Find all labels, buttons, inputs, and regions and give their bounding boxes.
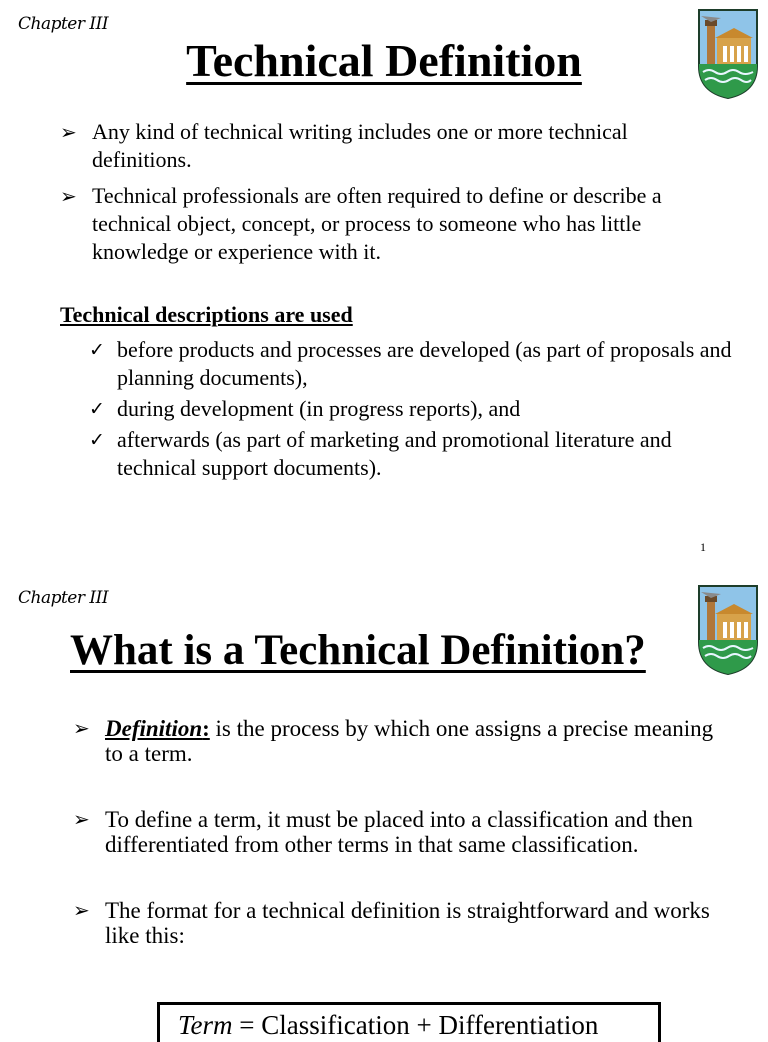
chapter-label: Chapter III (18, 14, 109, 34)
bullet-text: Any kind of technical writing includes one or more technical definitions. (92, 119, 628, 172)
formula-text: = Classification + Differentiation (232, 1010, 599, 1040)
formula-term: Term (178, 1010, 233, 1040)
checkmark-icon: ✓ (89, 339, 105, 361)
checkmark-icon: ✓ (89, 398, 105, 420)
arrowhead-bullet-icon: ➢ (60, 120, 77, 144)
bullet-text: To define a term, it must be placed into a classification and then differentiated from other terms in that same classification. (105, 807, 693, 857)
chapter-label: Chapter III (18, 588, 109, 608)
definition-term: Definition (105, 716, 203, 741)
formula-box (157, 1002, 661, 1042)
arrowhead-bullet-icon: ➢ (73, 807, 90, 831)
list-item (73, 807, 735, 857)
arrowhead-bullet-icon: ➢ (73, 898, 90, 922)
list-item (60, 118, 732, 174)
list-item (89, 336, 737, 392)
checkmark-icon: ✓ (89, 429, 105, 451)
definition-colon: : (202, 716, 210, 741)
bullet-text: The format for a technical definition is straightforward and works like this: (105, 898, 710, 948)
slide-title: What is a Technical Definition? (70, 627, 646, 674)
page-number: 1 (700, 540, 706, 554)
list-item (60, 182, 732, 266)
bullet-text: Technical professionals are often required to define or describe a technical object, concept, or process to someone who has little knowledge or experience with it. (92, 183, 662, 264)
slide-2 (0, 574, 768, 1040)
university-crest-icon (697, 8, 759, 100)
check-text: during development (in progress reports), and (117, 396, 521, 421)
definition-text: is the process by which one assigns a precise meaning to a term. (105, 716, 714, 766)
list-item (73, 898, 735, 948)
section-subheading: Technical descriptions are used (60, 302, 353, 327)
check-text: before products and processes are developed (as part of proposals and planning documents), (117, 337, 732, 390)
intro-bullet-list (60, 118, 732, 274)
list-item (89, 395, 737, 423)
uses-check-list (89, 336, 737, 485)
list-item (89, 426, 737, 482)
list-item (73, 716, 735, 766)
arrowhead-bullet-icon: ➢ (73, 716, 90, 740)
check-text: afterwards (as part of marketing and promotional literature and technical support documents). (117, 427, 672, 480)
university-crest-icon (697, 584, 759, 676)
slide-title: Technical Definition (186, 35, 582, 86)
arrowhead-bullet-icon: ➢ (60, 184, 77, 208)
definition-bullet-list (73, 716, 735, 989)
